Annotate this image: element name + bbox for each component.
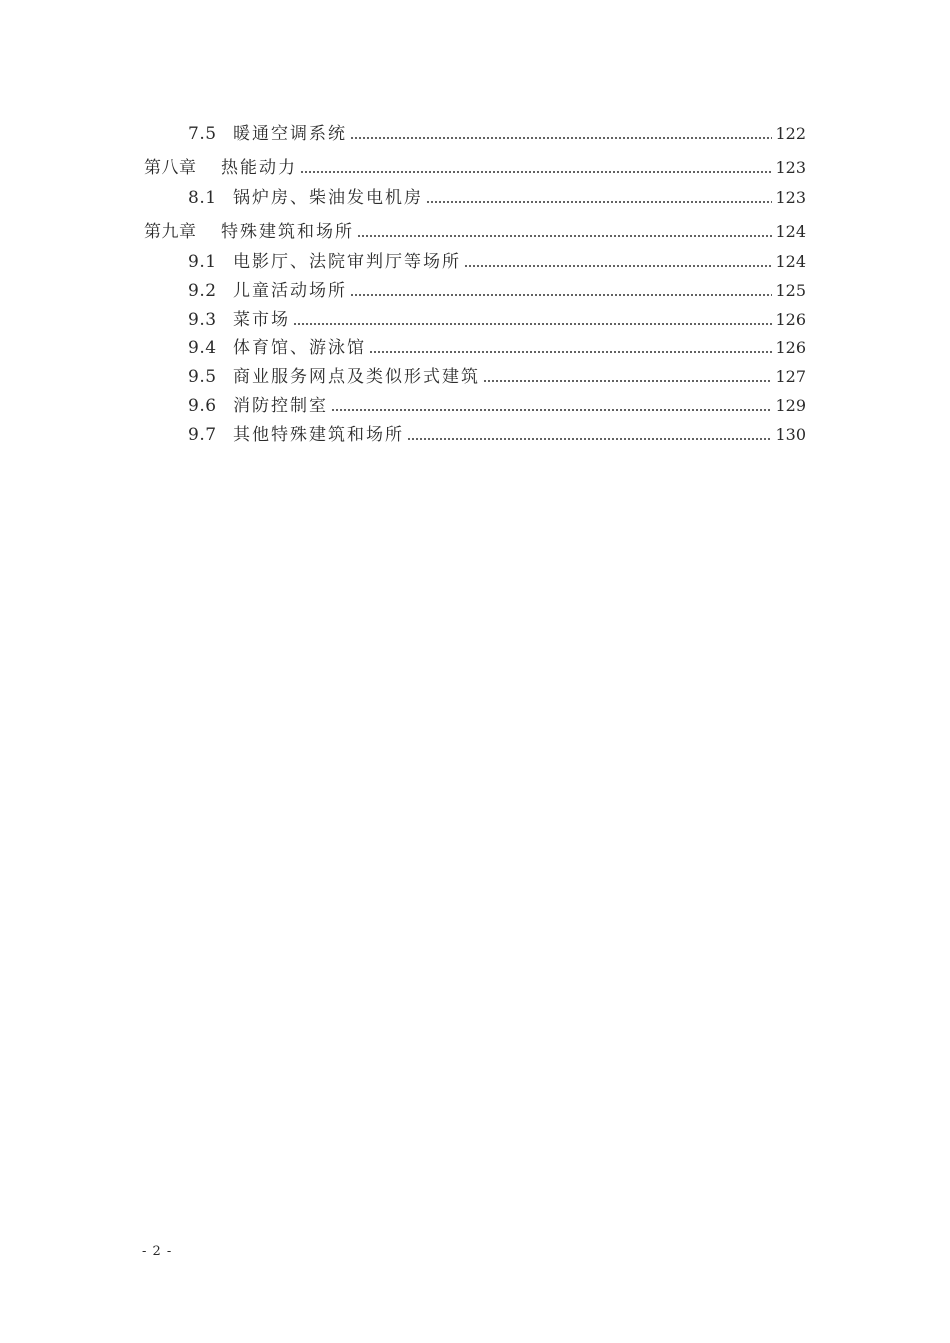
toc-entry-number: 9.5	[188, 367, 217, 387]
toc-entry-7-5[interactable]	[188, 118, 806, 144]
toc-entry-number: 8.1	[188, 188, 217, 208]
dot-leader	[464, 264, 772, 268]
toc-entry-number: 9.7	[188, 425, 217, 445]
toc-entry-9-3[interactable]	[188, 304, 806, 330]
dot-leader	[407, 437, 772, 441]
toc-entry-title: 菜市场	[233, 310, 290, 330]
toc-entry-title: 商业服务网点及类似形式建筑	[233, 367, 480, 387]
toc-entry-8-1[interactable]	[188, 182, 806, 208]
toc-entry-page: 126	[775, 338, 806, 357]
toc-entry-page: 123	[775, 158, 806, 177]
toc-entry-page: 126	[775, 310, 806, 329]
toc-entry-number: 9.4	[188, 338, 217, 358]
toc-entry-page: 123	[775, 188, 806, 207]
toc-entry-9-2[interactable]	[188, 275, 806, 301]
dot-leader	[300, 170, 772, 174]
toc-entry-title: 电影厅、法院审判厅等场所	[233, 252, 461, 272]
toc-entry-title: 体育馆、游泳馆	[233, 338, 366, 358]
dot-leader	[350, 136, 772, 140]
dot-leader	[331, 408, 772, 412]
toc-entry-page: 124	[775, 222, 806, 241]
toc-entry-page: 124	[775, 252, 806, 271]
toc-entry-chapter-8[interactable]	[144, 152, 806, 178]
footer-page-number: - 2 -	[142, 1244, 173, 1259]
toc-entry-title: 儿童活动场所	[233, 281, 347, 301]
toc-entry-number: 9.2	[188, 281, 217, 301]
toc-entry-title: 暖通空调系统	[233, 124, 347, 144]
dot-leader	[426, 200, 772, 204]
toc-entry-9-1[interactable]	[188, 246, 806, 272]
toc-entry-number: 第八章	[144, 158, 197, 178]
toc-entry-number: 9.6	[188, 396, 217, 416]
toc-entry-page: 125	[775, 281, 806, 300]
toc-entry-number: 第九章	[144, 222, 197, 242]
toc-entry-title: 其他特殊建筑和场所	[233, 425, 404, 445]
toc-entry-number: 7.5	[188, 124, 217, 144]
toc-entry-9-5[interactable]	[188, 361, 806, 387]
dot-leader	[293, 322, 772, 326]
dot-leader	[369, 350, 772, 354]
toc-entry-number: 9.1	[188, 252, 217, 272]
dot-leader	[357, 234, 772, 238]
toc-entry-title: 锅炉房、柴油发电机房	[233, 188, 423, 208]
toc-entry-title: 特殊建筑和场所	[221, 222, 354, 242]
toc-entry-page: 129	[775, 396, 806, 415]
toc-entry-9-6[interactable]	[188, 390, 806, 416]
dot-leader	[350, 293, 772, 297]
toc-entry-page: 130	[775, 425, 806, 444]
toc-entry-9-7[interactable]	[188, 419, 806, 445]
toc-entry-page: 122	[775, 124, 806, 143]
toc-entry-title: 热能动力	[221, 158, 297, 178]
toc-entry-number: 9.3	[188, 310, 217, 330]
dot-leader	[483, 379, 772, 383]
toc-entry-chapter-9[interactable]	[144, 216, 806, 242]
toc-entry-page: 127	[775, 367, 806, 386]
toc-entry-title: 消防控制室	[233, 396, 328, 416]
toc-entry-9-4[interactable]	[188, 332, 806, 358]
